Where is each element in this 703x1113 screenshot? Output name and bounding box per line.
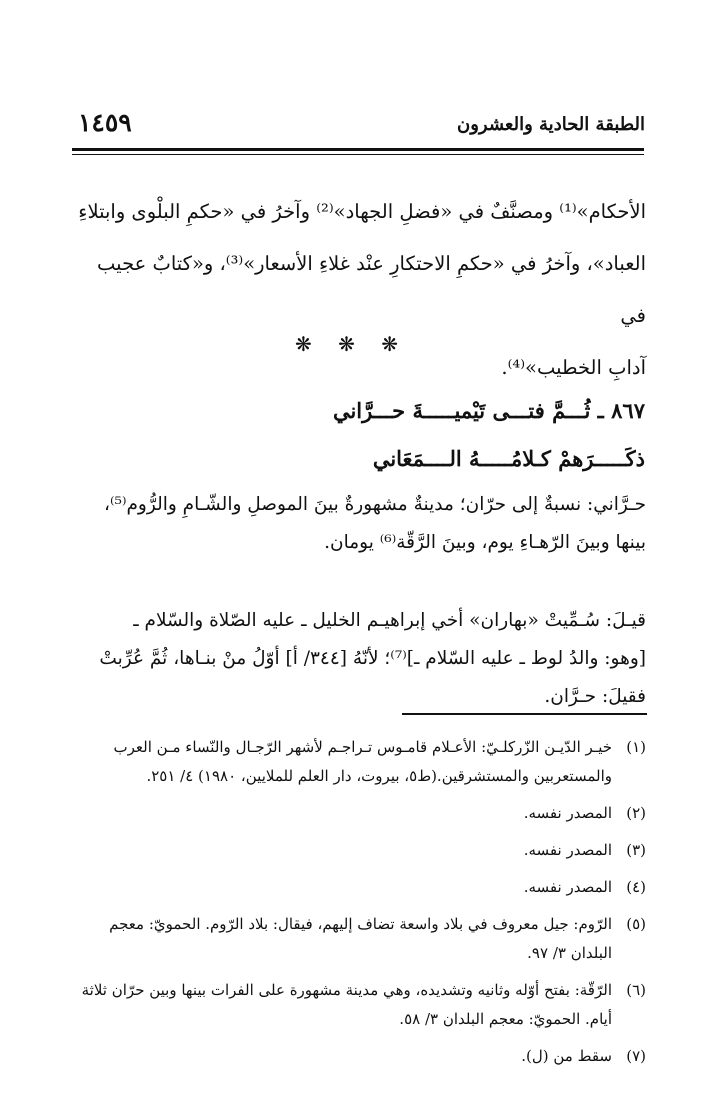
paragraph-line: فقيلَ: حـرَّان.: [544, 686, 646, 707]
entry-subheading: ذكَـــــرَهمْ كـلامُـــــهُ الــــمَعَاني: [372, 446, 645, 471]
footnote: [70, 799, 646, 828]
footnote-mark: (٤): [626, 878, 646, 896]
footnote: [70, 733, 646, 791]
footnote-mark: (٧): [626, 1047, 646, 1065]
footnote-text: سقط من (ل).: [521, 1047, 612, 1065]
footnote-mark: (٢): [626, 804, 646, 822]
body-line: آدابِ الخطيب»⁽⁴⁾.: [501, 356, 646, 379]
footnote-mark: (٦): [626, 981, 646, 999]
section-separator: ❋ ❋ ❋: [295, 332, 408, 356]
footnote-mark: (١): [626, 738, 646, 756]
body-line: العباد»، وآخرُ في «حكمِ الاحتكارِ عنْد غلاءِ الأسعار»⁽³⁾، و«كتابٌ عجيب في: [97, 252, 646, 327]
footnote-mark: (٥): [626, 915, 646, 933]
footnote: [70, 836, 646, 865]
footnote: [70, 910, 646, 968]
paragraph-line: بينها وبينَ الرّهـاءِ يوم، وبينَ الرَّقّة⁽⁶⁾ يومان.: [324, 532, 646, 553]
running-title: الطبقة الحادية والعشرون: [457, 114, 645, 135]
page-number: ١٤٥٩: [78, 108, 132, 137]
footnote: [70, 976, 646, 1034]
footnote-separator: [402, 713, 647, 715]
paragraph-line: [وهو: والدُ لوط ـ عليه السّلام ـ]⁽⁷⁾؛ لأنّهُ [٣٤٤/ أ] أوّلُ منْ بنـاها، ثُمَّ عُرِّبتْ: [99, 648, 646, 669]
footnote-text: الرّقّة: بفتح أوّله وثانيه وتشديده، وهي مدينة مشهورة على الفرات بينها وبين حرّان ثلاثة أيام. الحمويّ: معجم البلدان ٣/ ٥٨.: [81, 981, 612, 1028]
footnote-text: المصدر نفسه.: [523, 804, 612, 822]
header-rule-thick: [72, 148, 644, 151]
header-rule-thin: [72, 154, 644, 155]
footnote-text: خيـر الدّيـن الزّركلـيّ: الأعـلام قامـوس تـراجـم لأشهر الرّجـال والنّساء مـن العرب والمستعربين والمستشرقين.(ط٥، بيروت، دار العلم للملايين، ١٩٨٠) ٤/ ٢٥١.: [113, 738, 612, 785]
footnote-text: المصدر نفسه.: [523, 841, 612, 859]
paragraph-line: قيـلَ: سُـمِّيتْ «بهاران» أخي إبراهيـم الخليل ـ عليه الصّلاة والسّلام ـ: [133, 610, 646, 631]
footnote: [70, 873, 646, 902]
footnote-mark: (٣): [626, 841, 646, 859]
footnote-text: المصدر نفسه.: [523, 878, 612, 896]
paragraph: [70, 602, 646, 716]
paragraph: [70, 486, 646, 562]
body-line: الأحكام»⁽¹⁾ ومصنَّفٌ في «فضلِ الجهاد»⁽²⁾ وآخرُ في «حكمِ البلْوى وابتلاءِ: [78, 200, 646, 223]
footnote-text: الرّوم: جيل معروف في بلاد واسعة تضاف إليهم، فيقال: بلاد الرّوم. الحمويّ: معجم البلدان ٣/ ٩٧.: [109, 915, 612, 962]
continued-text: [70, 186, 646, 394]
paragraph-line: حـرَّاني: نسبةٌ إلى حرّان؛ مدينةٌ مشهورةٌ بينَ الموصلِ والشّـامِ والرُّوم⁽⁵⁾،: [104, 494, 646, 515]
footnotes: [70, 733, 646, 1079]
footnote: [70, 1042, 646, 1071]
entry-heading: ٨٦٧ ـ ثُـــمَّ فتـــى تَيْميـــــةَ حـــرَّاني: [332, 398, 645, 423]
